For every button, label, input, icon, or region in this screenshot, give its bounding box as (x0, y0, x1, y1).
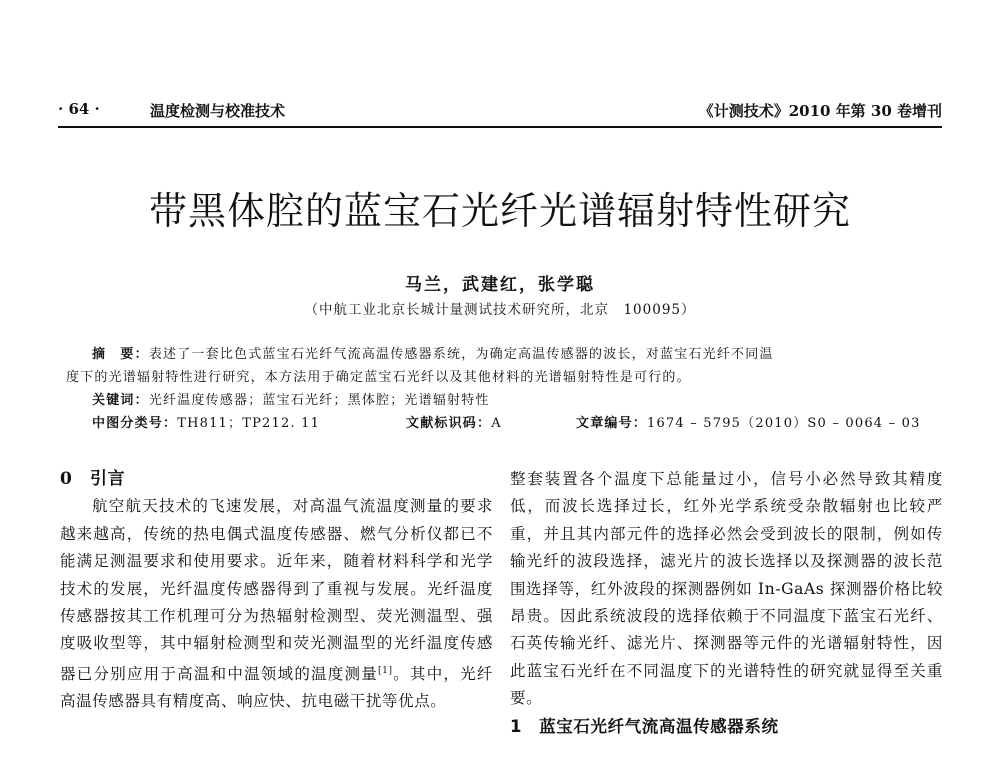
abstract-text-1: 表述了一套比色式蓝宝石光纤气流高温传感器系统，为确定高温传感器的波长，对蓝宝石光纤不同温 (148, 347, 774, 362)
header-rule (58, 126, 942, 128)
intro-text-tail: 。其中，光纤高温传感器具有精度高、响应快、抗电磁干扰等优点。 (60, 665, 493, 711)
authors: 马兰，武建红，张学聪 (405, 275, 595, 295)
abstract-block (66, 343, 930, 435)
article-number-label: 文章编号： (576, 416, 648, 431)
classification-line (66, 412, 930, 435)
class-value: TH811；TP212. 11 (177, 416, 321, 431)
keywords-label: 关键词： (92, 393, 149, 408)
left-column (60, 466, 493, 716)
section-heading-system: 1 蓝宝石光纤气流高温传感器系统 (510, 716, 779, 736)
section-heading-intro: 0 引言 (60, 469, 126, 489)
intro-text: 航空航天技术的飞速发展，对高温气流温度测量的要求越来越高，传统的热电偶式温度传感器、燃气分析仪都已不能满足测温要求和使用要求。近年来，随着材料科学和光学技术的发展，光纤温度传感器得到了重视与发展。光纤温度传感器按其工作机理可分为热辐射检测型、荧光测温型、强度吸收型等，其中辐射检测型和荧光测温型的光纤温度传感器已分别应用于高温和中温领域的温度测量 (60, 497, 493, 683)
page-number: · 64 · (58, 100, 100, 118)
section-name: 温度检测与校准技术 (150, 102, 286, 120)
doc-code-value: A (491, 416, 502, 431)
abstract-label: 摘 要： (92, 347, 149, 362)
running-header (58, 96, 942, 122)
article-number-value: 1674 – 5795（2010）S0 – 0064 – 03 (647, 416, 921, 431)
abstract-text-2: 度下的光谱辐射特性进行研究，本方法用于确定蓝宝石光纤以及其他材料的光谱辐射特性是可行的。 (66, 370, 691, 385)
abstract-line-1 (66, 343, 930, 366)
paper-title: 带黑体腔的蓝宝石光纤光谱辐射特性研究 (148, 189, 851, 233)
abstract-line-2 (66, 366, 930, 389)
journal-name: 《计测技术》2010 年第 30 卷增刊 (698, 102, 942, 120)
citation: [1] (378, 665, 393, 676)
right-paragraph: 整套装置各个温度下总能量过小，信号小必然导致其精度低，而波长选择过长，红外光学系统受杂散辐射也比较严重，并且其内部元件的选择必然会受到波长的限制，例如传输光纤的波段选择，滤光片的波长选择以及探测器的波长范围选择等，红外波段的探测器例如 In-GaAs 探测器价格比较昂贵。因此系统波段的选择依赖于不同温度下蓝宝石光纤、石英传输光纤、滤光片、探测器等元件的光谱辐射特性，因此蓝宝石光纤在不同温度下的光谱特性的研究就显得至关重要。 (510, 470, 943, 708)
right-column (510, 466, 943, 740)
class-label: 中图分类号： (92, 416, 178, 431)
affiliation: （中航工业北京长城计量测试技术研究所，北京 100095） (304, 302, 696, 318)
keywords-line (66, 389, 930, 412)
intro-paragraph (60, 493, 493, 715)
doc-code-label: 文献标识码： (406, 416, 492, 431)
keywords-text: 光纤温度传感器；蓝宝石光纤；黑体腔；光谱辐射特性 (148, 393, 490, 408)
